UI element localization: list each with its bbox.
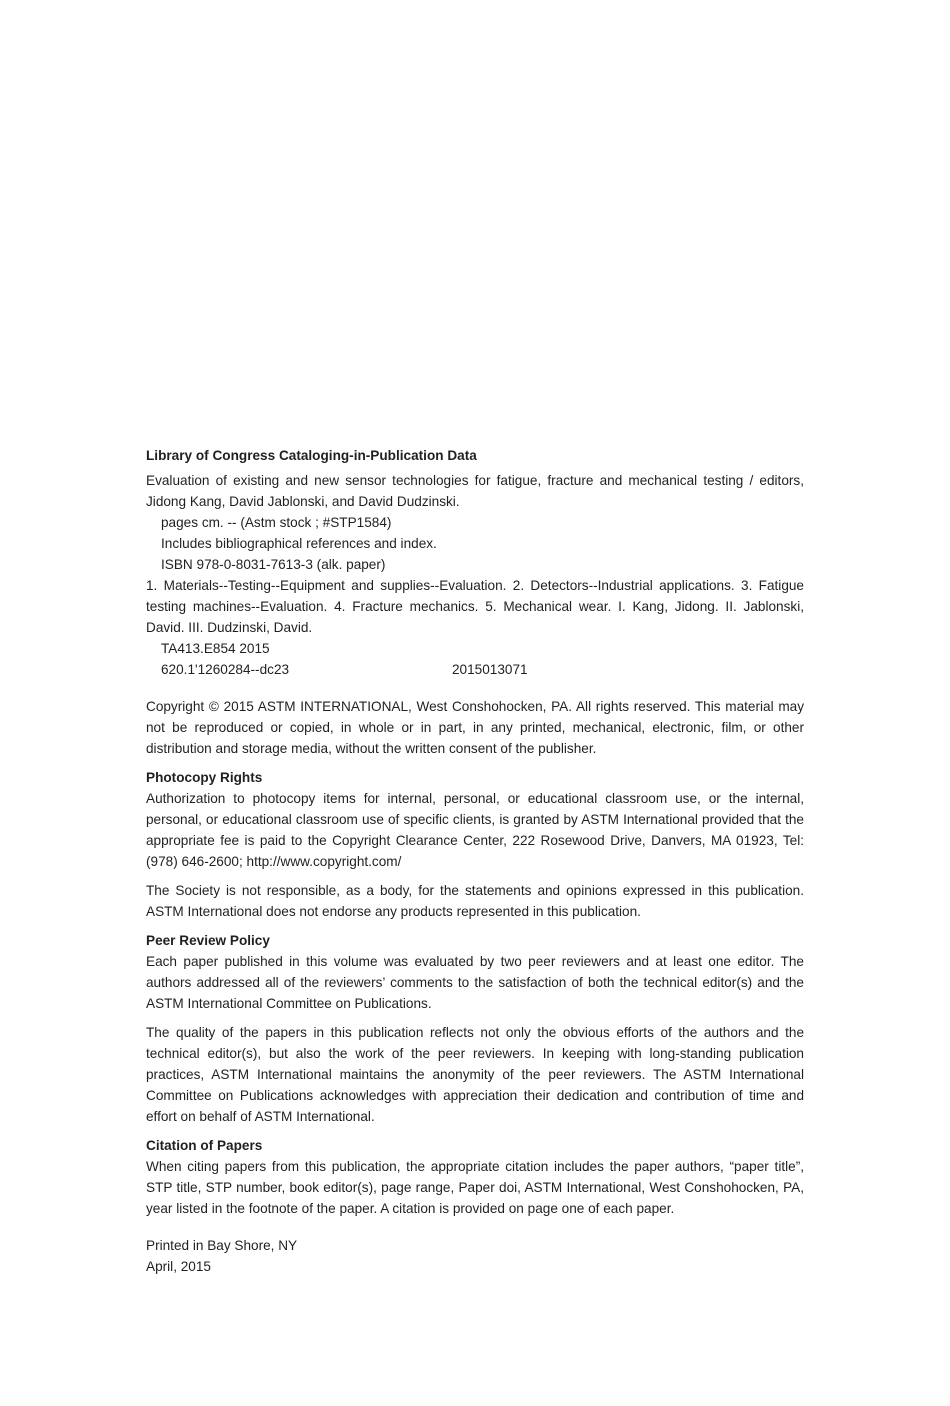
citation-text: When citing papers from this publication, the appropriate citation includes the paper authors, “paper title”, STP title, STP number, book editor(s), page range, Paper doi, ASTM International, West Conshohocken, PA, year listed in the footnote of the paper. A citation is provided on page one of each paper. — [146, 1159, 804, 1216]
peer-review-text-2: The quality of the papers in this publication reflects not only the obvious efforts of the authors and the technical editor(s), but also the work of the peer reviewers. In keeping with long-standing publication practices, ASTM International maintains the anonymity of the peer reviewers. The ASTM International Committee on Publications acknowledges with appreciation their dedication and contribution of time and effort on behalf of ASTM International. — [146, 1025, 804, 1124]
society-disclaimer: The Society is not responsible, as a body, for the statements and opinions expressed in this publication. ASTM International does not endorse any products represented in this publication. — [146, 883, 804, 919]
cip-block — [146, 445, 804, 680]
cip-subjects: 1. Materials--Testing--Equipment and supplies--Evaluation. 2. Detectors--Industrial applications. 3. Fatigue testing machines--Evaluation. 4. Fracture mechanics. 5. Mechanical wear. I. Kang, Jidong. II. Jablonski, David. III. Dudzinski, David. — [146, 578, 804, 635]
cip-pages-line: pages cm. -- (Astm stock ; #STP1584) — [161, 515, 392, 530]
cip-biblio-line: Includes bibliographical references and index. — [161, 536, 437, 551]
citation-block — [146, 1135, 804, 1219]
photocopy-rights-block — [146, 767, 804, 922]
copyright-block — [146, 696, 804, 759]
peer-review-text-1: Each paper published in this volume was evaluated by two peer reviewers and at least one editor. The authors addressed all of the reviewers’ comments to the satisfaction of both the technical editor(s) and the ASTM International Committee on Publications. — [146, 954, 804, 1011]
photocopy-heading: Photocopy Rights — [146, 770, 263, 785]
cip-lccn: 2015013071 — [452, 662, 528, 677]
cip-isbn-line: ISBN 978-0-8031-7613-3 (alk. paper) — [161, 557, 386, 572]
printed-location: Printed in Bay Shore, NY — [146, 1238, 298, 1253]
printed-date: April, 2015 — [146, 1259, 211, 1274]
imprint-block — [146, 1235, 804, 1277]
photocopy-text: Authorization to photocopy items for internal, personal, or educational classroom use, or the internal, personal, or educational classroom use of specific clients, is granted by ASTM International provided that the appropriate fee is paid to the Copyright Clearance Center, 222 Rosewood Drive, Danvers, MA 01923, Tel: (978) 646-2600; http://www.copyright.com/ — [146, 791, 804, 869]
citation-heading: Citation of Papers — [146, 1138, 263, 1153]
cip-lc-call-number: TA413.E854 2015 — [161, 641, 270, 656]
cip-title-line: Evaluation of existing and new sensor technologies for fatigue, fracture and mechanical testing / editors, Jidong Kang, David Jablonski, and David Dudzinski. — [146, 473, 804, 509]
cip-heading: Library of Congress Cataloging-in-Publication Data — [146, 448, 477, 463]
peer-review-heading: Peer Review Policy — [146, 933, 270, 948]
copyright-text: Copyright © 2015 ASTM INTERNATIONAL, West Conshohocken, PA. All rights reserved. This material may not be reproduced or copied, in whole or in part, in any printed, mechanical, electronic, film, or other distribution and storage media, without the written consent of the publisher. — [146, 699, 804, 756]
cip-classification-row — [146, 659, 804, 680]
cip-dewey-number: 620.1'1260284--dc23 — [161, 662, 290, 677]
copyright-page — [146, 445, 804, 1277]
peer-review-block — [146, 930, 804, 1127]
